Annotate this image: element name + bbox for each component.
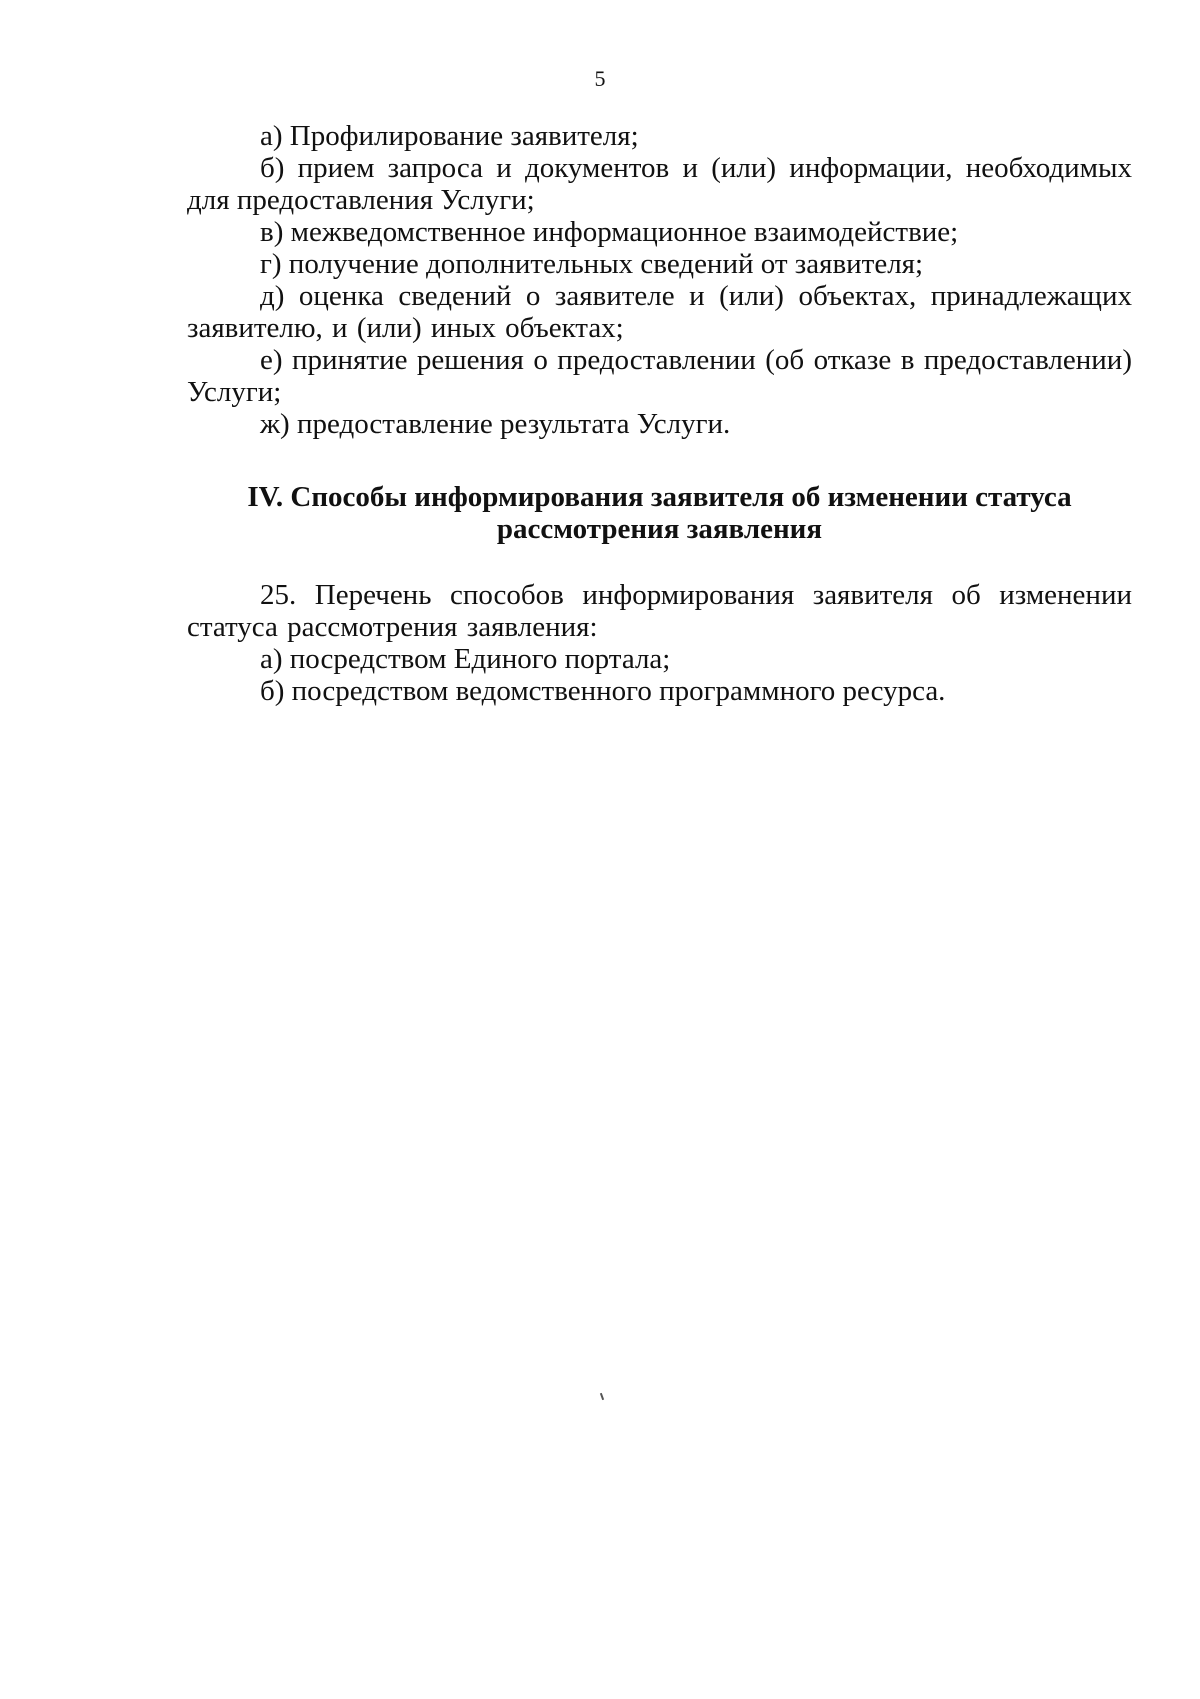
- method-item-a: а) посредством Единого портала;: [260, 643, 671, 675]
- clause-25: 25. Перечень способов информирования заявителя об изменении статуса рассмотрения заявления:: [187, 579, 1132, 643]
- list-item-d: д) оценка сведений о заявителе и (или) объектах, принадлежащих заявителю, и (или) иных объектах;: [187, 280, 1132, 344]
- section-heading-line-2: рассмотрения заявления: [496, 513, 823, 545]
- list-item-b: б) прием запроса и документов и (или) информации, необходимых для предоставления Услуги;: [187, 152, 1132, 216]
- list-item-zh: ж) предоставление результата Услуги.: [260, 408, 731, 440]
- method-item-b: б) посредством ведомственного программного ресурса.: [260, 675, 946, 707]
- page-number: 5: [594, 66, 606, 91]
- list-item-g: г) получение дополнительных сведений от заявителя;: [260, 248, 924, 280]
- list-item-v: в) межведомственное информационное взаимодействие;: [260, 216, 959, 248]
- section-heading: [187, 481, 1132, 545]
- procedure-list: [187, 120, 1132, 440]
- notification-methods: [187, 579, 1132, 707]
- section-heading-line-1: IV. Способы информирования заявителя об изменении статуса: [247, 481, 1072, 513]
- list-item-e: е) принятие решения о предоставлении (об отказе в предоставлении) Услуги;: [187, 344, 1132, 408]
- scan-speck: [600, 1393, 604, 1400]
- list-item-a: а) Профилирование заявителя;: [260, 120, 639, 152]
